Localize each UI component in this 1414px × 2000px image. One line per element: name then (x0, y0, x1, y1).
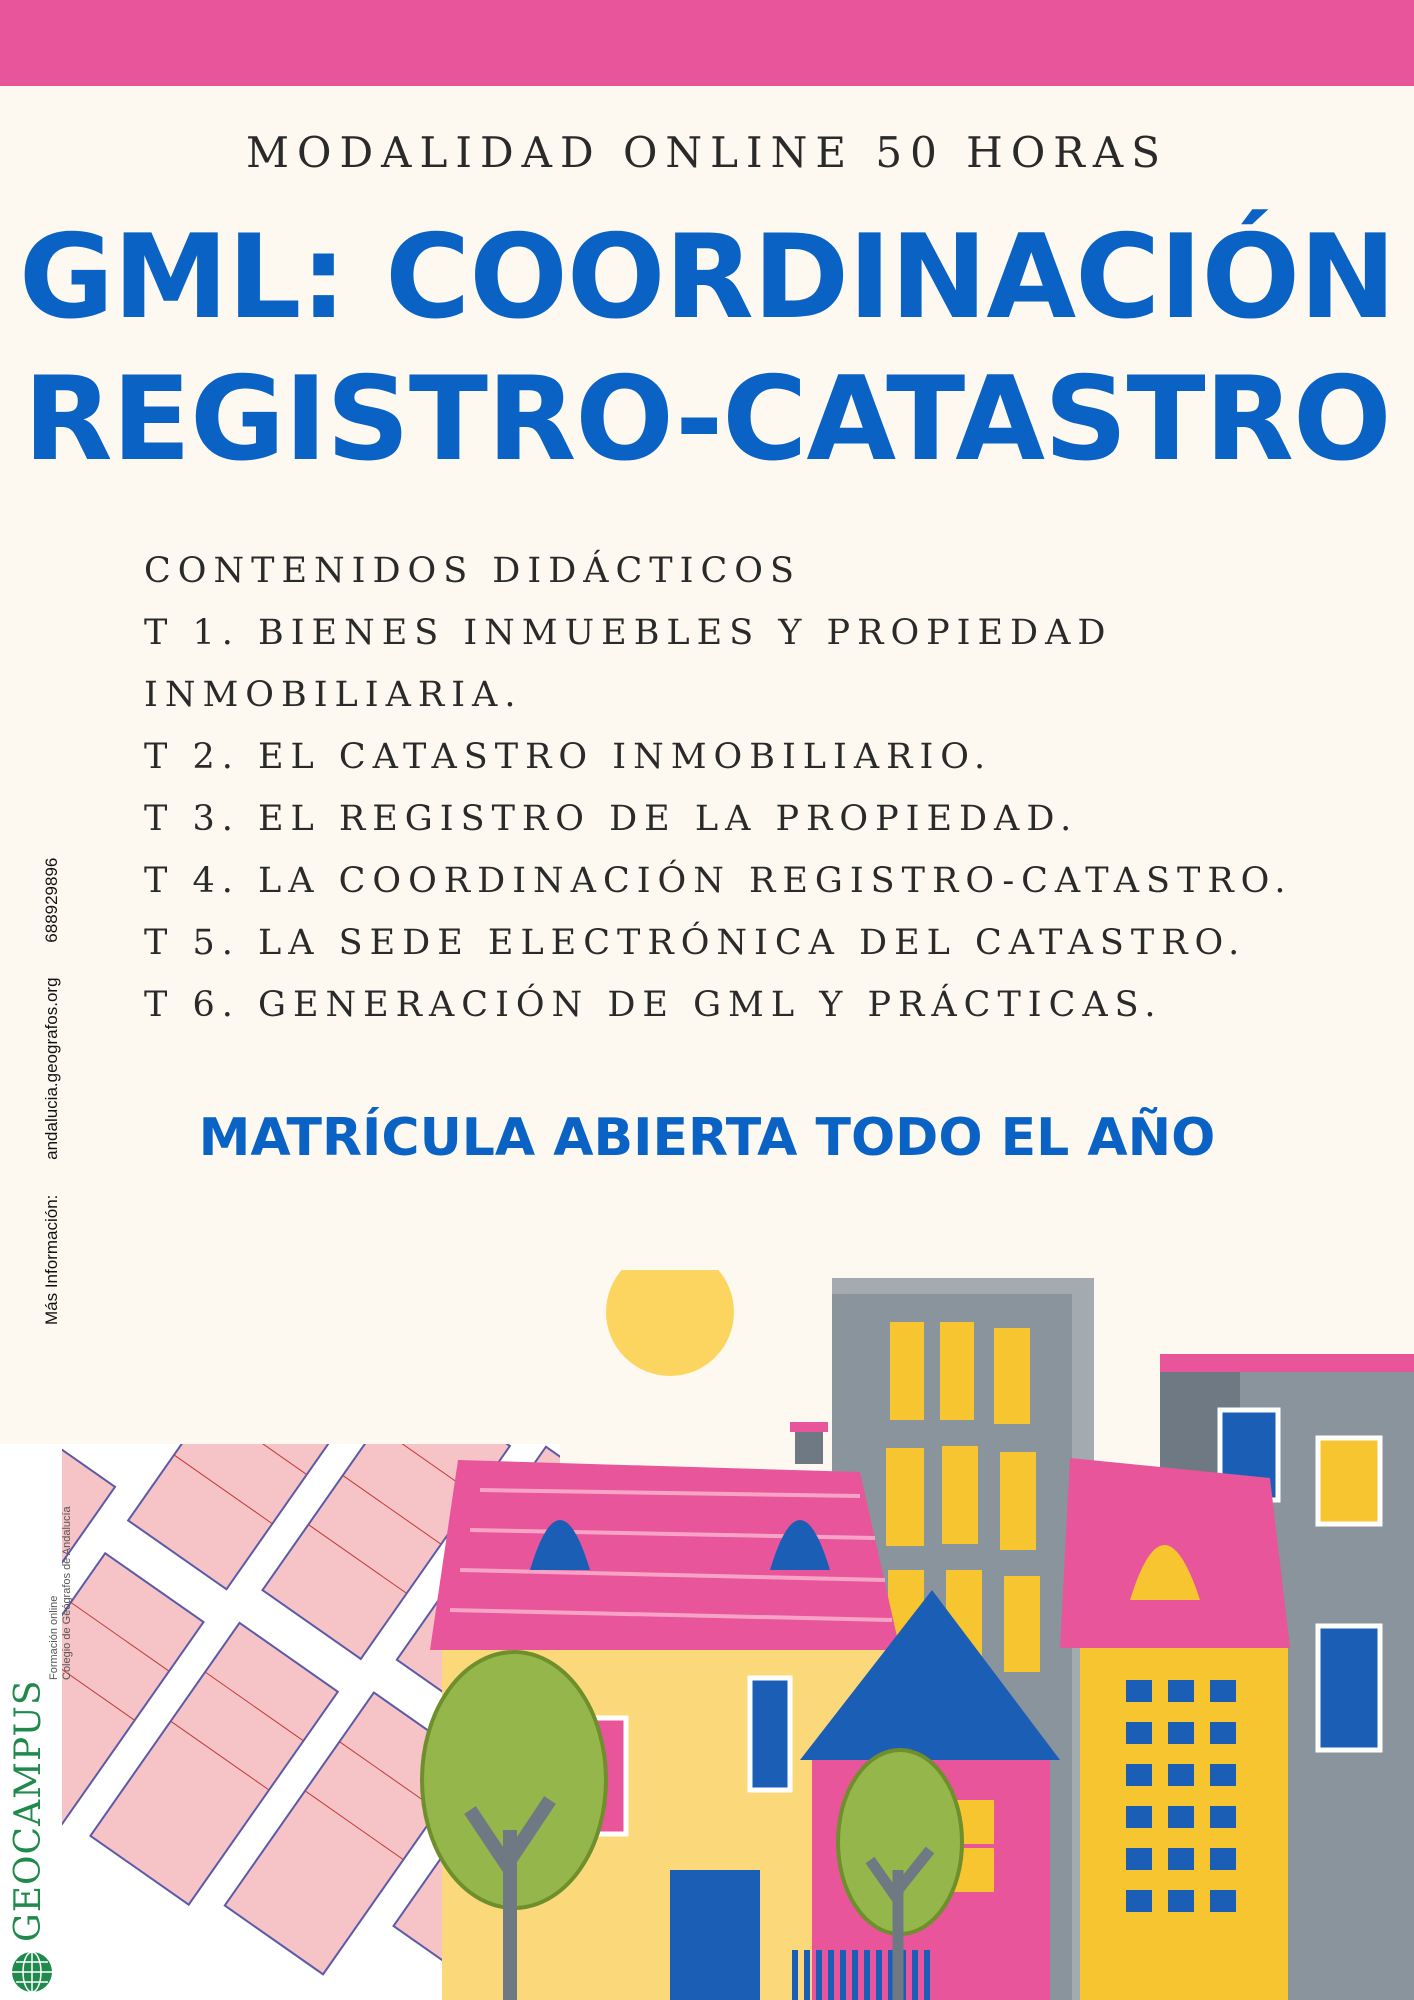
side-info (42, 828, 62, 1325)
title-line-2: REGISTRO-CATASTRO (23, 352, 1391, 487)
contents-list (144, 540, 1324, 1036)
contents-heading: CONTENIDOS DIDÁCTICOS (144, 551, 801, 591)
geocampus-tagline-2: Colegio de Geógrafos de Andalucía (61, 1506, 73, 1680)
geocampus-tagline-1: Formación online (48, 1595, 60, 1680)
side-info-label: Más Información: (42, 1194, 61, 1325)
contents-item: T 5. LA SEDE ELECTRÓNICA DEL CATASTRO. (144, 923, 1247, 963)
contents-item: T 1. BIENES INMUEBLES Y PROPIEDAD (144, 613, 1113, 653)
city-illustration (420, 1270, 1414, 2000)
contents-item: T 4. LA COORDINACIÓN REGISTRO-CATASTRO. (144, 861, 1293, 901)
geocampus-logo-text: GEOCAMPUS (8, 1679, 49, 1942)
title-line-1: GML: COORDINACIÓN (18, 210, 1396, 345)
contents-item: T 3. EL REGISTRO DE LA PROPIEDAD. (144, 799, 1079, 839)
sun-icon (606, 1270, 734, 1376)
side-info-website[interactable]: andalucia.geografos.org (42, 977, 61, 1160)
enrollment-banner: MATRÍCULA ABIERTA TODO EL AÑO (198, 1108, 1216, 1168)
modalidad-heading: MODALIDAD ONLINE 50 HORAS (246, 128, 1168, 177)
geocampus-tagline (48, 1506, 74, 1680)
contents-item: INMOBILIARIA. (144, 675, 523, 715)
top-pink-bar (0, 0, 1414, 86)
globe-icon (10, 1950, 54, 1994)
contents-item: T 2. EL CATASTRO INMOBILIARIO. (144, 737, 993, 777)
side-info-phone: 688929896 (42, 857, 61, 943)
contents-item: T 6. GENERACIÓN DE GML Y PRÁCTICAS. (144, 985, 1163, 1025)
